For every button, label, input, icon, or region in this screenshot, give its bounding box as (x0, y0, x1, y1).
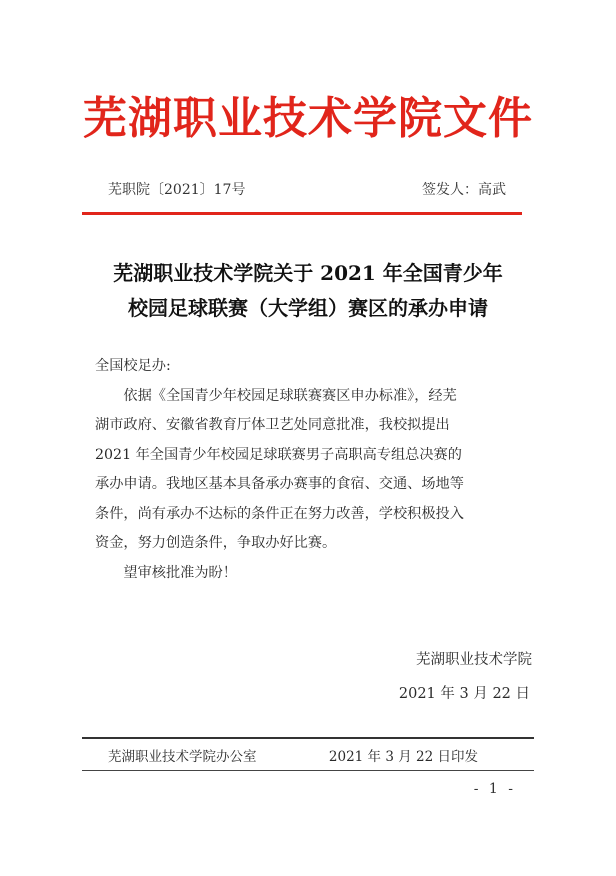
body-line-5: 条件，尚有承办不达标的条件正在努力改善，学校积极投入 (95, 505, 464, 522)
document-header-title: 芜湖职业技术学院文件 (83, 93, 533, 144)
footer-divider-top (82, 737, 534, 739)
document-number: 芜职院〔2021〕17号 (108, 182, 246, 198)
body-line-6: 资金，努力创造条件，争取办好比赛。 (95, 535, 337, 551)
body-line-3: 2021 年全国青少年校园足球联赛男子高职高专组总决赛的 (95, 446, 462, 463)
page-number: - 1 - (473, 781, 516, 797)
document-title-line-1: 芜湖职业技术学院关于 2021 年全国青少年 (113, 261, 503, 285)
body-paragraph (95, 382, 535, 559)
body-line-1: 依据《全国青少年校园足球联赛赛区申办标准》，经芜 (123, 387, 457, 404)
red-divider-line (82, 212, 522, 215)
footer-issue-date: 2021 年 3 月 22 日印发 (328, 749, 478, 765)
document-signer: 签发人：高武 (422, 182, 506, 198)
document-body (95, 352, 535, 588)
closing-line: 望审核批准为盼！ (123, 564, 237, 581)
signing-organization: 芜湖职业技术学院 (416, 652, 532, 668)
salutation: 全国校足办: (95, 358, 171, 374)
body-line-2: 湖市政府、安徽省教育厅体卫艺处同意批准，我校拟提出 (95, 417, 450, 433)
document-title (0, 256, 616, 326)
footer-office: 芜湖职业技术学院办公室 (108, 749, 257, 765)
body-line-4: 承办申请。我地区基本具备承办赛事的食宿、交通、场地等 (95, 476, 464, 492)
footer-divider-bottom (82, 770, 534, 771)
document-title-line-2: 校园足球联赛（大学组）赛区的承办申请 (128, 296, 488, 320)
signing-date: 2021 年 3 月 22 日 (398, 686, 530, 702)
